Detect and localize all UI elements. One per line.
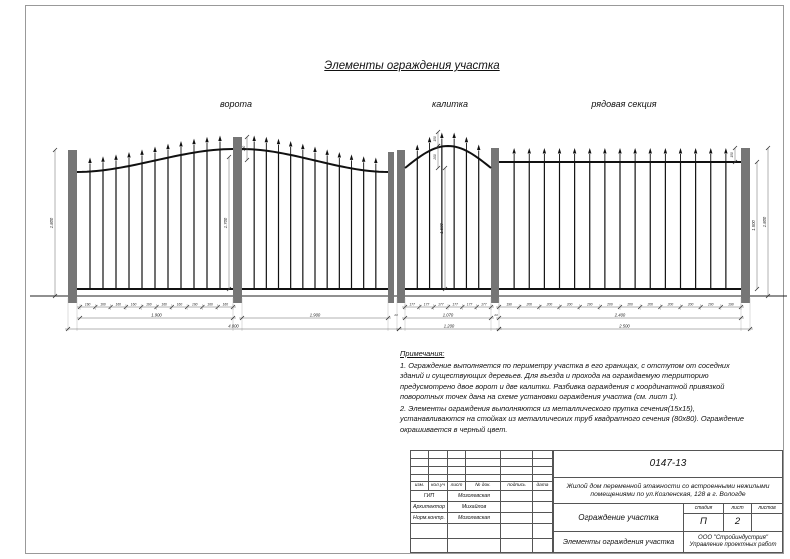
sheets-value	[751, 513, 783, 532]
svg-text:1.500: 1.500	[439, 223, 444, 234]
stage-col: стадия	[683, 503, 724, 514]
company-name: ООО "Стройиндустрия"	[698, 535, 768, 542]
svg-text:1.900: 1.900	[309, 312, 321, 318]
svg-text:160: 160	[207, 302, 213, 307]
svg-text:4.000: 4.000	[228, 323, 239, 329]
stage-value: П	[683, 513, 724, 532]
sheet-title: Элементы ограждения участка	[553, 531, 684, 553]
role-normcontrol: Норм.контр.	[410, 512, 448, 524]
svg-text:177: 177	[452, 302, 458, 307]
svg-text:160: 160	[130, 302, 137, 307]
svg-text:160: 160	[161, 302, 167, 307]
name-gip: Мозолевская	[447, 490, 501, 502]
svg-text:200: 200	[546, 302, 553, 307]
sheet-value: 2	[723, 513, 752, 532]
svg-text:177: 177	[409, 302, 415, 307]
title-block	[410, 450, 783, 553]
svg-text:177: 177	[481, 302, 487, 307]
svg-text:200: 200	[627, 302, 633, 307]
sheet-col: лист	[723, 503, 752, 514]
name-normcontrol: Мозолевская	[447, 512, 501, 524]
col-data: дата	[532, 481, 553, 491]
svg-text:1.500: 1.500	[751, 220, 756, 231]
svg-text:1.700: 1.700	[223, 217, 228, 229]
col-koluch: кол.уч	[428, 481, 448, 491]
svg-text:160: 160	[115, 302, 122, 307]
svg-text:200: 200	[586, 302, 593, 307]
svg-text:190: 190	[506, 302, 512, 307]
note-1: 1. Ограждение выполняется по периметру участка в его границах, с отступом от соседних зданий и существующих деревьев. Для въезда и прохода на ограждаемую территорию предусмотрено двое ворот и две калитки. Разбивка ограждения с координатной привязкой поворотных точек дана на схеме установки ограждения участка (см. лист 1).	[400, 360, 730, 402]
col-izm: изм.	[410, 481, 429, 491]
role-architect: Архитектор	[410, 501, 448, 513]
svg-text:200: 200	[707, 302, 714, 307]
col-podpis: подпись	[500, 481, 533, 491]
svg-text:2.500: 2.500	[619, 323, 630, 329]
svg-text:1.070: 1.070	[442, 312, 454, 318]
svg-text:150: 150	[433, 136, 437, 142]
col-ndok: № док.	[465, 481, 501, 491]
notes-block	[400, 349, 752, 436]
svg-text:200: 200	[242, 145, 246, 152]
doc-number: 0147-13	[553, 450, 783, 478]
svg-text:1.900: 1.900	[151, 312, 162, 318]
svg-text:1.800: 1.800	[762, 216, 767, 228]
label-gate: ворота	[220, 99, 252, 109]
company-dept: Управление проектных работ	[689, 542, 777, 548]
svg-text:177: 177	[423, 302, 430, 307]
svg-text:2.400: 2.400	[614, 312, 626, 318]
svg-text:23: 23	[394, 313, 398, 317]
svg-text:200: 200	[526, 302, 533, 307]
notes-heading: Примечания:	[400, 349, 445, 358]
svg-text:190: 190	[728, 302, 734, 307]
svg-text:150: 150	[730, 152, 734, 158]
svg-text:200: 200	[647, 302, 654, 307]
page-title: Элементы ограждения участка	[324, 60, 500, 72]
label-wicket: калитка	[432, 99, 468, 109]
role-gip: ГИП	[410, 490, 448, 502]
company-cell	[683, 531, 783, 553]
svg-text:1.200: 1.200	[443, 323, 455, 329]
svg-text:200: 200	[566, 302, 573, 307]
svg-text:177: 177	[438, 302, 444, 307]
svg-text:160: 160	[146, 302, 152, 307]
name-architect: Михайлов	[447, 501, 501, 513]
project-name: Жилой дом переменной этажности со встроенными нежилыми помещениями по ул.Козленская, 128 в г. Вологде	[553, 477, 783, 504]
svg-text:1.800: 1.800	[49, 217, 54, 229]
svg-text:200: 200	[607, 302, 613, 307]
svg-text:177: 177	[466, 302, 473, 307]
sheets-col: листов	[751, 503, 783, 514]
svg-text:200: 200	[433, 154, 437, 160]
svg-text:160: 160	[84, 302, 91, 307]
object-name: Ограждение участка	[553, 503, 684, 532]
svg-text:160: 160	[176, 302, 183, 307]
col-list: лист	[447, 481, 466, 491]
svg-text:200: 200	[667, 302, 674, 307]
svg-text:160: 160	[222, 302, 229, 307]
svg-text:160: 160	[191, 302, 198, 307]
svg-text:160: 160	[100, 302, 106, 307]
svg-text:23: 23	[494, 313, 498, 317]
note-2: 2. Элементы ограждения выполняются из металлического прутка сечения(15х15), устанавливаются на стойках из металлических труб квадратного сечения (80х80). Ограждение окрашивается в черный цвет.	[400, 403, 744, 434]
svg-text:200: 200	[687, 302, 694, 307]
label-regular-section: рядовая секция	[591, 99, 657, 109]
